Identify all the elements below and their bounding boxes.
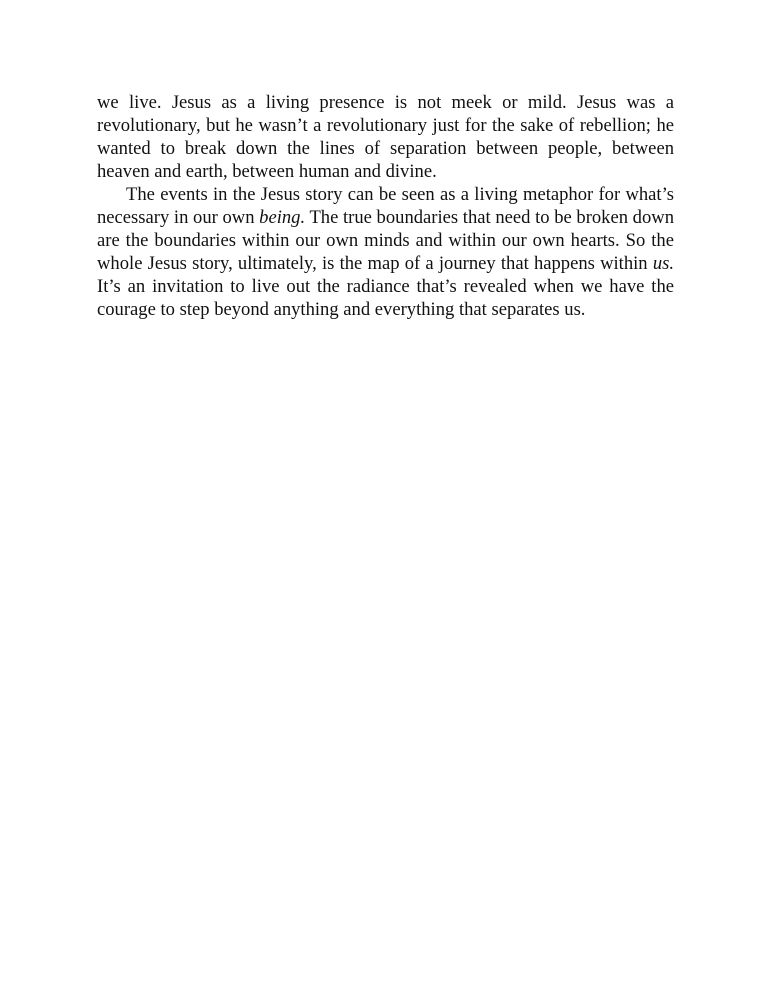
paragraph-2-text-c: It’s an invitation to live out the radiance that’s revealed when we have the courage to step beyond anything and everything that separates us. — [97, 276, 674, 320]
emphasis-being: being. — [259, 207, 306, 228]
paragraph-1 — [97, 91, 674, 183]
paragraph-2 — [97, 183, 674, 321]
paragraph-2-text-b: The true boundaries that need to be broken down are the boundaries within our own minds and within our own hearts. So the whole Jesus story, ultimately, is the map of a journey that happens within — [97, 207, 674, 274]
paragraph-1-text: we live. Jesus as a living presence is not meek or mild. Jesus was a revolutionary, but he wasn’t a revolutionary just for the sake of rebellion; he wanted to break down the lines of separation between people, between heaven and earth, between human and divine. — [97, 92, 674, 182]
emphasis-us: us. — [652, 253, 674, 274]
paragraph-2-text-a: The events in the Jesus story can be seen as a living metaphor for what’s necessary in our own — [97, 184, 674, 228]
body-text — [97, 91, 674, 321]
